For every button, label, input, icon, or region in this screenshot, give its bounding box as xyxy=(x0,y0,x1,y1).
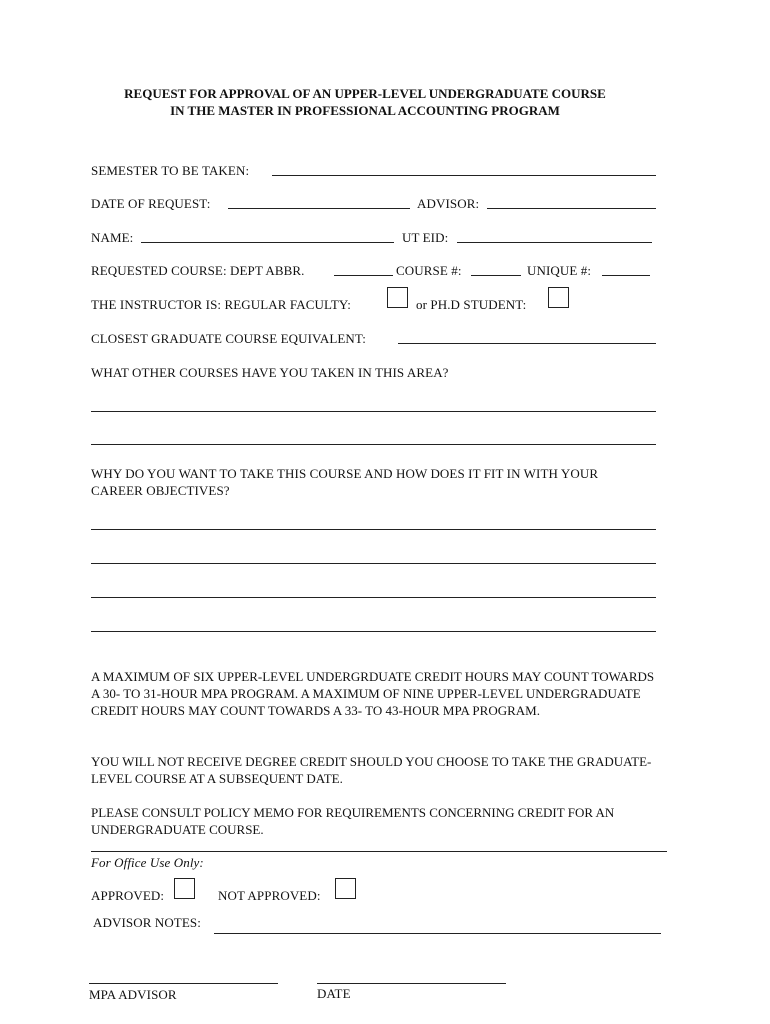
not-approved-label: NOT APPROVED: xyxy=(218,888,321,903)
name-label: NAME: xyxy=(91,230,134,245)
instructor-label: THE INSTRUCTOR IS: REGULAR FACULTY: xyxy=(91,297,351,312)
why-answer-line[interactable] xyxy=(91,529,656,530)
advisor-label: ADVISOR: xyxy=(417,196,480,211)
phd-student-label: or PH.D STUDENT: xyxy=(416,297,527,312)
consult-policy-notice: PLEASE CONSULT POLICY MEMO FOR REQUIREMENTS CONCERNING CREDIT FOR AN UNDERGRADUATE COURSE. xyxy=(91,805,615,837)
date-of-request-input-line[interactable] xyxy=(228,208,410,209)
approved-checkbox[interactable] xyxy=(174,878,195,899)
office-divider xyxy=(91,851,667,852)
phd-student-checkbox[interactable] xyxy=(548,287,569,308)
regular-faculty-checkbox[interactable] xyxy=(387,287,408,308)
closest-equivalent-input-line[interactable] xyxy=(398,343,656,344)
advisor-notes-label: ADVISOR NOTES: xyxy=(93,915,201,930)
advisor-input-line[interactable] xyxy=(487,208,656,209)
why-question-line2: CAREER OBJECTIVES? xyxy=(91,483,230,498)
why-answer-line[interactable] xyxy=(91,563,656,564)
ut-eid-input-line[interactable] xyxy=(457,242,652,243)
mpa-advisor-label: MPA ADVISOR xyxy=(89,987,177,1002)
closest-equivalent-label: CLOSEST GRADUATE COURSE EQUIVALENT: xyxy=(91,331,367,346)
requested-course-label: REQUESTED COURSE: DEPT ABBR. xyxy=(91,263,305,278)
mpa-advisor-signature-line[interactable] xyxy=(89,983,278,984)
other-courses-answer-line[interactable] xyxy=(91,444,656,445)
ut-eid-label: UT EID: xyxy=(402,230,449,245)
not-approved-checkbox[interactable] xyxy=(335,878,356,899)
dept-abbr-input-line[interactable] xyxy=(334,275,393,276)
advisor-notes-input-line[interactable] xyxy=(214,933,661,934)
why-question-line1: WHY DO YOU WANT TO TAKE THIS COURSE AND HOW DOES IT FIT IN WITH YOUR xyxy=(91,466,599,481)
date-label: DATE xyxy=(317,986,351,1001)
semester-label: SEMESTER TO BE TAKEN: xyxy=(91,163,250,178)
course-number-input-line[interactable] xyxy=(471,275,521,276)
why-answer-line[interactable] xyxy=(91,597,656,598)
max-hours-notice: A MAXIMUM OF SIX UPPER-LEVEL UNDERGRDUATE CREDIT HOURS MAY COUNT TOWARDS A 30- TO 31-HOUR MPA PROGRAM. A MAXIMUM OF NINE UPPER-LEVEL UNDERGRADUATE CREDIT HOURS MAY COUNT TOWARDS A 33- TO 43-HOUR MPA PROGRAM. xyxy=(91,669,655,718)
unique-number-label: UNIQUE #: xyxy=(527,263,592,278)
date-signature-line[interactable] xyxy=(317,983,506,984)
course-number-label: COURSE #: xyxy=(396,263,462,278)
why-answer-line[interactable] xyxy=(91,631,656,632)
other-courses-question: WHAT OTHER COURSES HAVE YOU TAKEN IN THIS AREA? xyxy=(91,365,449,380)
semester-input-line[interactable] xyxy=(272,175,656,176)
date-of-request-label: DATE OF REQUEST: xyxy=(91,196,211,211)
approved-label: APPROVED: xyxy=(91,888,165,903)
office-use-heading: For Office Use Only: xyxy=(91,855,204,870)
unique-number-input-line[interactable] xyxy=(602,275,650,276)
name-input-line[interactable] xyxy=(141,242,394,243)
no-credit-notice: YOU WILL NOT RECEIVE DEGREE CREDIT SHOULD YOU CHOOSE TO TAKE THE GRADUATE-LEVEL COURSE AT A SUBSEQUENT DATE. xyxy=(91,754,652,786)
form-title-line2: IN THE MASTER IN PROFESSIONAL ACCOUNTING PROGRAM xyxy=(170,103,560,118)
other-courses-answer-line[interactable] xyxy=(91,411,656,412)
form-title-line1: REQUEST FOR APPROVAL OF AN UPPER-LEVEL UNDERGRADUATE COURSE xyxy=(124,86,606,101)
